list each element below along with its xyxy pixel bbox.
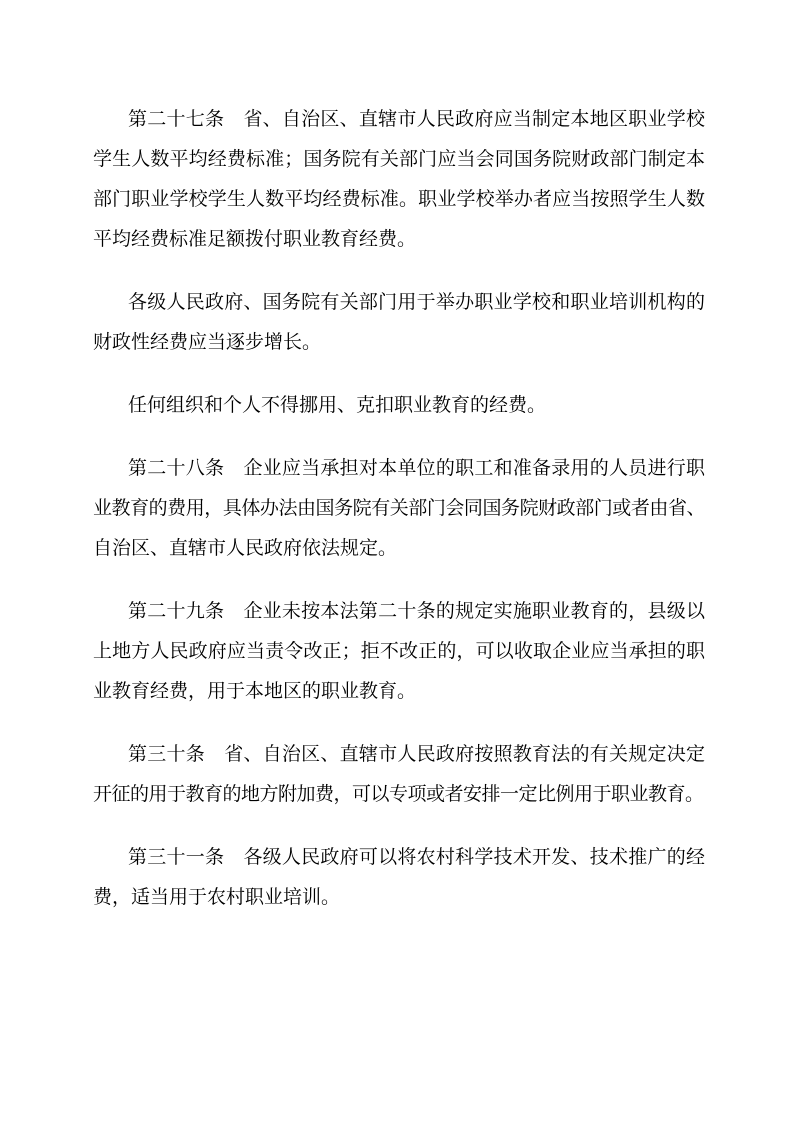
text-line: 学生人数平均经费标准；国务院有关部门应当会同国务院财政部门制定本 [93, 149, 705, 170]
text-line: 平均经费标准足额拨付职业教育经费。 [93, 229, 417, 250]
paragraph-article-27-clause-2 [93, 283, 705, 363]
paragraph-article-30 [93, 735, 705, 815]
text-line: 财政性经费应当逐步增长。 [93, 332, 322, 353]
text-line: 第三十条 省、自治区、直辖市人民政府按照教育法的有关规定决定 [128, 744, 705, 765]
text-line: 第二十七条 省、自治区、直辖市人民政府应当制定本地区职业学校 [128, 109, 705, 130]
text-line: 第二十九条 企业未按本法第二十条的规定实施职业教育的，县级以 [128, 601, 705, 622]
paragraph-article-28 [93, 449, 705, 569]
text-line: 开征的用于教育的地方附加费，可以专项或者安排一定比例用于职业教育。 [93, 784, 704, 805]
text-line: 业教育经费，用于本地区的职业教育。 [93, 681, 417, 702]
paragraph-article-31 [93, 838, 705, 918]
text-line: 业教育的费用，具体办法由国务院有关部门会同国务院财政部门或者由省、 [93, 498, 705, 519]
text-line: 各级人民政府、国务院有关部门用于举办职业学校和职业培训机构的 [128, 292, 705, 313]
text-line: 任何组织和个人不得挪用、克扣职业教育的经费。 [128, 395, 547, 416]
paragraph-article-29 [93, 592, 705, 712]
text-line: 上地方人民政府应当责令改正；拒不改正的，可以收取企业应当承担的职 [93, 641, 705, 662]
text-line: 费，适当用于农村职业培训。 [93, 887, 341, 908]
text-line: 部门职业学校学生人数平均经费标准。职业学校举办者应当按照学生人数 [93, 189, 705, 210]
text-line: 自治区、直辖市人民政府依法规定。 [93, 538, 398, 559]
text-line: 第二十八条 企业应当承担对本单位的职工和准备录用的人员进行职 [128, 458, 705, 479]
text-line: 第三十一条 各级人民政府可以将农村科学技术开发、技术推广的经 [128, 847, 705, 868]
paragraph-article-27 [93, 100, 705, 260]
paragraph-article-27-clause-3 [93, 386, 705, 426]
